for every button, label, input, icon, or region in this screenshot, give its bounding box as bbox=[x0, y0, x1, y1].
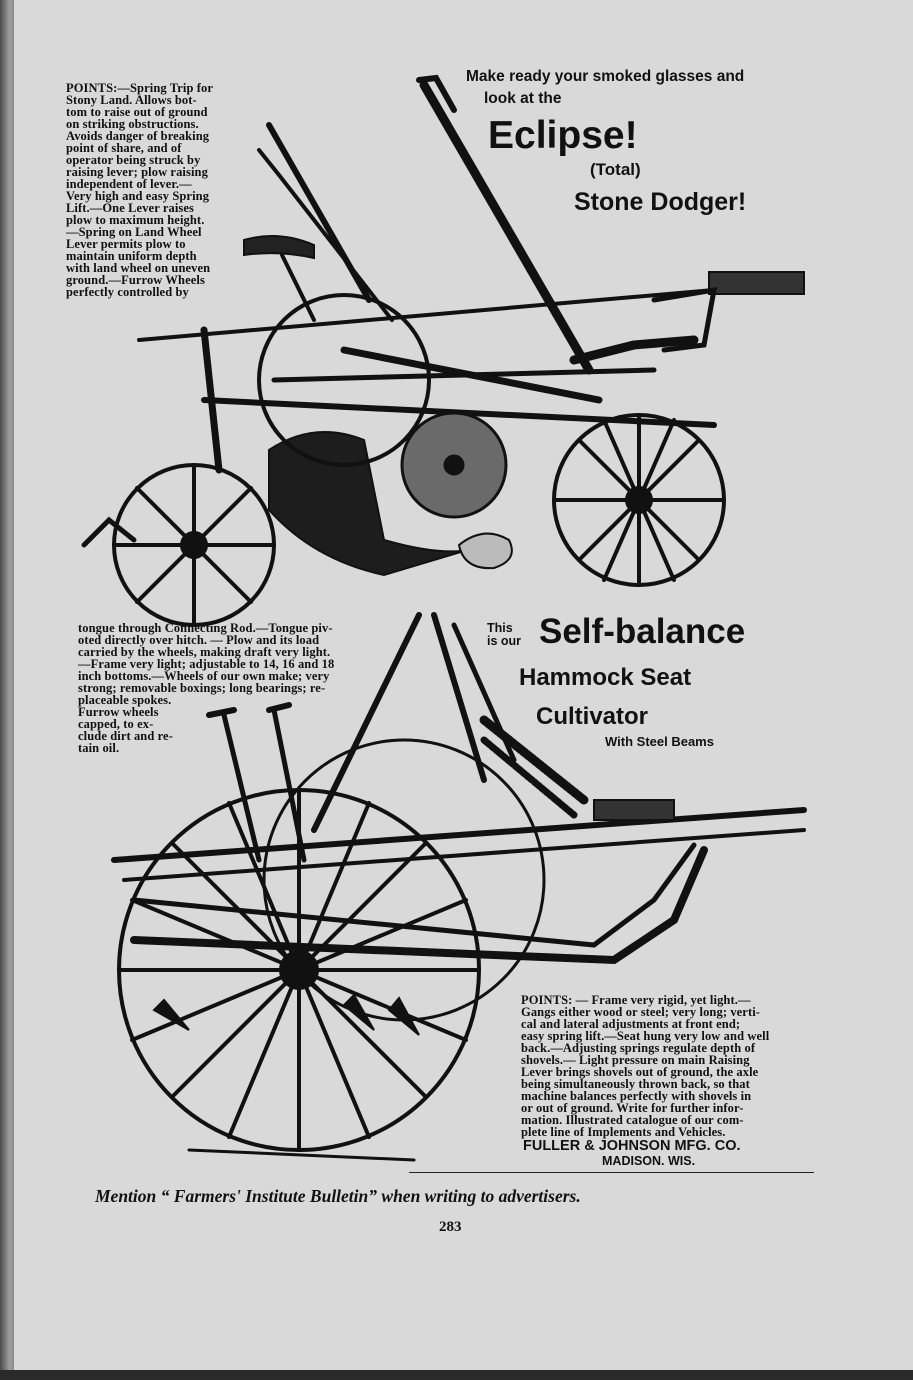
cultivator-points-line: POINTS: — Frame very rigid, yet light.— bbox=[521, 993, 751, 1007]
page-number: 283 bbox=[439, 1219, 462, 1235]
plow-points-line: POINTS:—Spring Trip for bbox=[66, 81, 213, 95]
cultivator-points-line: Gangs either wood or steel; very long; verti- bbox=[521, 1005, 761, 1019]
self-balance-title: Self-balance bbox=[539, 612, 746, 651]
plow-points-line: —Spring on Land Wheel bbox=[66, 225, 202, 239]
plow-points-line: with land wheel on uneven bbox=[66, 261, 211, 275]
plow-points-line: Lift.—One Lever raises bbox=[66, 201, 194, 215]
plow-points-line: Very high and easy Spring bbox=[66, 189, 210, 203]
cultivator-points-line: or out of ground. Write for further infor- bbox=[521, 1101, 744, 1115]
company-name: FULLER & JOHNSON MFG. CO. bbox=[523, 1138, 741, 1154]
document-page bbox=[14, 0, 913, 1380]
plow-continuation-line: tongue through Connecting Rod.—Tongue piv- bbox=[78, 621, 333, 635]
is-our-label: is our bbox=[487, 634, 522, 648]
plow-points-line: point of share, and of bbox=[66, 141, 182, 155]
plow-points-line: independent of lever.— bbox=[66, 177, 192, 191]
plow-points-line: tom to raise out of ground bbox=[66, 105, 208, 119]
this-label: This bbox=[487, 621, 513, 635]
plow-points-line: Stony Land. Allows bot- bbox=[66, 93, 197, 107]
plow-continuation-line: strong; removable boxings; long bearings; re- bbox=[78, 681, 326, 695]
plow-continuation-line: capped, to ex- bbox=[78, 717, 154, 731]
plow-continuation-line: —Frame very light; adjustable to 14, 16 and 18 bbox=[78, 657, 335, 671]
plow-continuation-line: oted directly over hitch. — Plow and its load bbox=[78, 633, 320, 647]
plow-points-line: raising lever; plow raising bbox=[66, 165, 208, 179]
plow-continuation-line: placeable spokes. bbox=[78, 693, 172, 707]
steel-beams-label: With Steel Beams bbox=[605, 734, 714, 749]
plow-points-line: operator being struck by bbox=[66, 153, 201, 167]
plow-continuation-line: inch bottoms.—Wheels of our own make; very bbox=[78, 669, 330, 683]
plow-continuation-line: Furrow wheels bbox=[78, 705, 159, 719]
hammock-seat-title: Hammock Seat bbox=[519, 664, 692, 691]
cultivator-points-line: being simultaneously thrown back, so that bbox=[521, 1077, 750, 1091]
plow-points-line: maintain uniform depth bbox=[66, 249, 197, 263]
stone-dodger-title: Stone Dodger! bbox=[574, 188, 747, 216]
footer-mention: Mention “ Farmers' Institute Bulletin” when writing to advertisers. bbox=[95, 1186, 581, 1206]
self-balance-cultivator-illustration bbox=[14, 0, 913, 1175]
eclipse-headline-line-1: Make ready your smoked glasses and bbox=[466, 68, 745, 85]
cultivator-title: Cultivator bbox=[536, 703, 649, 730]
plow-points-line: Lever permits plow to bbox=[66, 237, 186, 251]
plow-points-line: ground.—Furrow Wheels bbox=[66, 273, 205, 287]
page-binding-edge bbox=[0, 0, 14, 1380]
cultivator-points-line: cal and lateral adjustments at front end; bbox=[521, 1017, 741, 1031]
plow-continuation-line: tain oil. bbox=[78, 741, 120, 755]
cultivator-points-line: mation. Illustrated catalogue of our com- bbox=[521, 1113, 744, 1127]
plow-points-line: plow to maximum height. bbox=[66, 213, 205, 227]
plow-points-line: perfectly controlled by bbox=[66, 285, 189, 299]
page-bottom-edge bbox=[0, 1370, 913, 1380]
plow-points-line: Avoids danger of breaking bbox=[66, 129, 210, 143]
cultivator-points-line: machine balances perfectly with shovels in bbox=[521, 1089, 752, 1103]
plow-points-line: on striking obstructions. bbox=[66, 117, 199, 131]
eclipse-subtitle: (Total) bbox=[590, 160, 641, 179]
cultivator-points-line: plete line of Implements and Vehicles. bbox=[521, 1125, 726, 1139]
cultivator-points-line: shovels.— Light pressure on main Raising bbox=[521, 1053, 750, 1067]
company-city: MADISON. WIS. bbox=[602, 1154, 696, 1168]
cultivator-points-line: easy spring lift.—Seat hung very low and well bbox=[521, 1029, 770, 1043]
cultivator-points-line: back.—Adjusting springs regulate depth of bbox=[521, 1041, 756, 1055]
cultivator-points-line: Lever brings shovels out of ground, the axle bbox=[521, 1065, 759, 1079]
plow-continuation-line: clude dirt and re- bbox=[78, 729, 173, 743]
eclipse-title: Eclipse! bbox=[488, 114, 638, 157]
plow-continuation-line: carried by the wheels, making draft very light. bbox=[78, 645, 331, 659]
eclipse-headline-line-2: look at the bbox=[484, 90, 562, 107]
